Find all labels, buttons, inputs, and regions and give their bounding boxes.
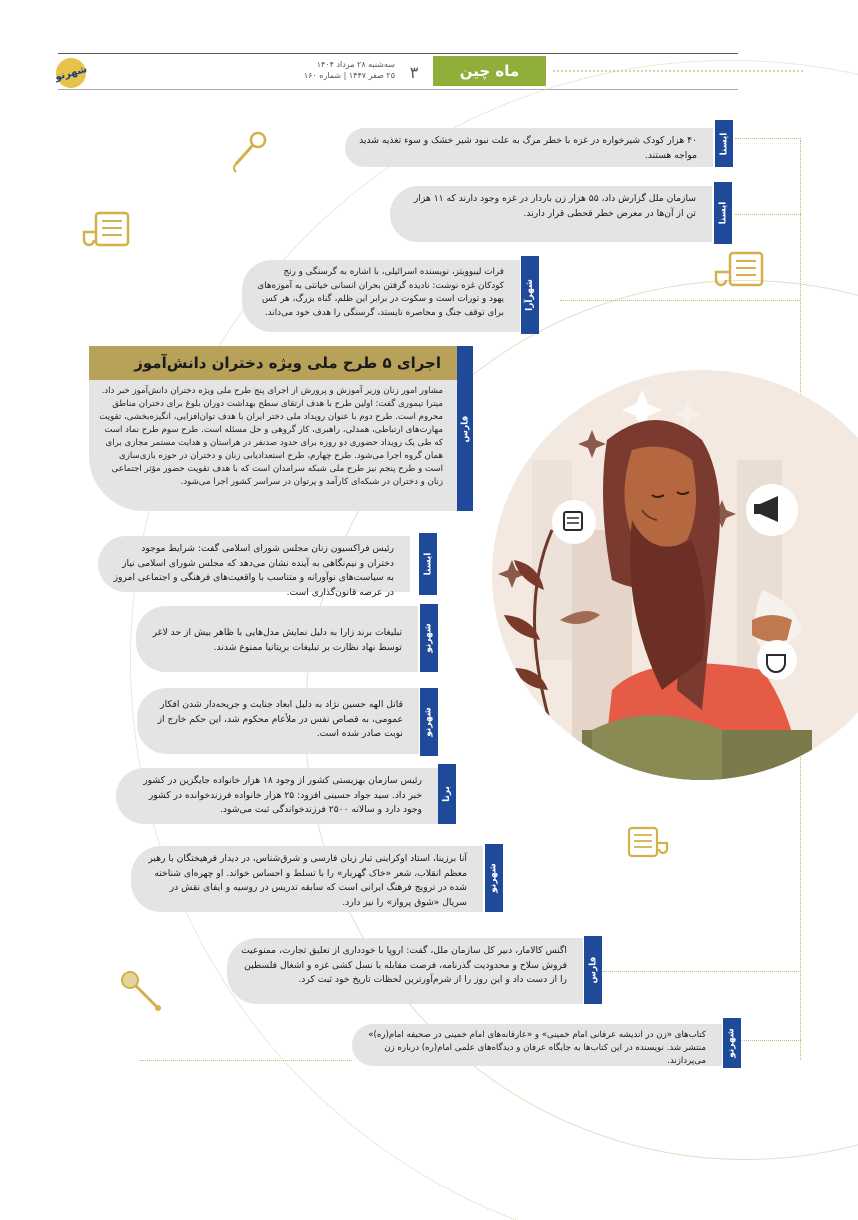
main-story-body: مشاور امور زنان وزیر آموزش و پرورش از اجرای پنج طرح ملی ویژه دختران دانش‌آموز خبر داد. میترا تیموری گفت: اولین طرح با هدف ارتقای سطح بهداشت دوران بلوغ برای دختران مناطق محروم است. طرح دوم با عنوان رویداد ملی دختر ایران با هدف توان‌افزایی، انگیزه‌بخشی، تقویت مهارت‌های ارتباطی، همدلی، راهبری، کار گروهی و حل مسئله است. طرح سوم طرح نماد است که طی یک رویداد حضوری دو روزه برای حدود صدنفر در هراستان و هدایت مستمر مجازی برای همان گروه اجرا می‌شود. طرح چهارم، طرح استعدادیابی زنان و دختران در حوزه بازی‌سازی است و طرح پنجم نیز طرح ملی شبکه سرامدان است که با هدف تقویت حضور مؤثر اجتماعی زنان و دختران در شبکه‌ای کارآمد و پرتوان در سراسر کشور اجرا می‌شود. — [89, 380, 457, 511]
page-number: ۳ — [409, 63, 419, 82]
connector-line — [140, 1060, 352, 1061]
news-source-tag — [419, 533, 437, 595]
news-item — [131, 846, 483, 912]
news-text: ۴۰ هزار کودک شیرخواره در غزه با خطر مرگ به علت نبود شیر خشک و سوء تغذیه شدید مواجه هستند. — [359, 135, 697, 161]
news-source-tag — [715, 120, 733, 167]
news-item — [227, 938, 583, 1004]
news-item — [352, 1024, 722, 1066]
news-text: رئیس فراکسیون زنان مجلس شورای اسلامی گفت: شرایط موجود دختران و نیم‌نگاهی به آینده نشان می‌دهد که مجلس شورای اسلامی نیاز به سیاست‌های نوآورانه و متناسب با واقعیت‌های فرهنگی و اجتماعی امروز در عرصه قانون‌گذاری است. — [113, 543, 394, 598]
news-source-tag — [420, 604, 438, 672]
logo-text: شهرنو — [53, 63, 89, 83]
newspaper-icon — [625, 825, 669, 859]
coffee-bubble — [757, 640, 797, 680]
source-label: ایسنا — [719, 132, 729, 155]
section-title: ماه چین — [433, 56, 546, 86]
source-label: شهرنو — [423, 707, 434, 737]
connector-line — [735, 138, 801, 139]
news-text: فرات لیبوویتز، نویسنده اسرائیلی، با اشاره به گرسنگی و رنج کودکان غزه نوشت: نادیده گرفتن بحران انسانی خیانتی به آموزه‌های یهود و تورات است و سکوت در برابر این ظلم، گناه بزرگ، هر کس برای توقف جنگ و محاصره نایستد، گرسنگی را هدف خود می‌داند. — [257, 267, 504, 318]
news-item — [390, 186, 712, 242]
news-text: قاتل الهه حسین نژاد به دلیل ابعاد جنایت و جریحه‌دار شدن افکار عمومی، به قصاص نفس در ملأعام محکوم شد، این حکم خارج از نوبت صادر شده است. — [157, 699, 403, 739]
header-top-rule — [58, 53, 738, 54]
news-text: سازمان ملل گزارش داد، ۵۵ هزار زن باردار در غزه وجود دارند که ۱۱ هزار تن از آن‌ها در معرض خطر قحطی قرار دارند. — [413, 193, 696, 219]
newspaper-bubble — [552, 500, 596, 544]
news-item — [136, 606, 418, 672]
news-text: کتاب‌های «زن در اندیشه عرفانی امام خمینی» و «عارفانه‌های امام خمینی در صحیفه امام(ره)» منتشر شد. نویسنده در این کتاب‌ها به جایگاه عرفان و دیدگاه‌های علمی امام(ره) درباره زن می‌پردازند. — [368, 1030, 706, 1066]
date-line-lunar-issue: ۲۵ صفر ۱۴۴۷ | شماره ۱۶۰ — [303, 71, 395, 80]
news-item — [345, 128, 713, 167]
source-label: فارس — [460, 415, 470, 442]
connector-line — [735, 214, 801, 215]
issue-date — [300, 59, 395, 81]
news-source-tag — [521, 256, 539, 334]
source-label: شهرنو — [488, 863, 499, 893]
connector-line — [740, 1040, 801, 1041]
date-line-solar: سه‌شنبه ۲۸ مرداد ۱۴۰۴ — [316, 60, 395, 69]
source-label: برنا — [442, 786, 452, 802]
newspaper-icon — [710, 250, 766, 290]
news-source-tag — [420, 688, 438, 756]
source-label: ایسنا — [718, 201, 728, 225]
source-label: شهرنو — [423, 623, 434, 653]
news-text: تبلیغات برند زارا به دلیل نمایش مدل‌هایی با ظاهر بیش از حد لاغر توسط نهاد نظارت بر تبلیغات بریتانیا ممنوع شدند. — [152, 627, 402, 653]
news-text: اگنس کالامار، دبیر کل سازمان ملل، گفت: اروپا با خودداری از تعلیق تجارت، ممنوعیت فروش سلاح و محدودیت گذرنامه، فرصت مقابله با نسل کشی غزه و اشغال فلسطین را از دست داد و این روز را از شرم‌آورترین لحظات تاریخ خود ثبت کرد. — [241, 945, 567, 985]
news-text: آنا برزینا، استاد اوکراینی تبار زبان فارسی و شرق‌شناس، در دیدار فرهیختگان با رهبر معظم انقلاب، شعر «خاک گهربار» را با تسلط و احساس خواند. او چهره‌ای شناخته شده در ترویج فرهنگ ایرانی است که سابقه تدریس در روسیه و ایفای نقش در سریال «شوق پرواز» را نیز دارد. — [148, 853, 467, 908]
source-label: فارس — [588, 956, 598, 984]
news-item — [137, 688, 419, 754]
news-source-tag — [723, 1018, 741, 1068]
news-source-tag — [438, 764, 456, 824]
main-headline: اجرای ۵ طرح ملی ویژه دختران دانش‌آموز — [89, 346, 457, 380]
news-item — [98, 536, 410, 598]
connector-line — [603, 971, 801, 972]
connector-line — [560, 300, 800, 301]
newspaper-icon — [80, 210, 132, 250]
microphone-icon — [228, 130, 268, 174]
news-source-tag — [714, 182, 732, 244]
main-story-source-tag — [457, 346, 473, 511]
news-item — [242, 260, 520, 332]
news-text: رئیس سازمان بهزیستی کشور از وجود ۱۸ هزار خانواده جایگزین در کشور خبر داد. سید جواد حسینی افزود: ۲۵ هزار خانواده فرزندخوانده در کشور وجود دارد و سالانه ۲۵۰۰ فرزندخواندگی ثبت می‌شود. — [143, 775, 422, 815]
source-label: شهرنو — [726, 1028, 737, 1058]
publication-logo[interactable] — [53, 55, 90, 92]
source-label: ایسنا — [423, 552, 433, 576]
news-source-tag — [485, 844, 503, 912]
news-item — [116, 768, 438, 824]
microphone-icon — [118, 968, 168, 1018]
source-label: شهرآرا — [525, 279, 535, 311]
news-source-tag — [584, 936, 602, 1004]
